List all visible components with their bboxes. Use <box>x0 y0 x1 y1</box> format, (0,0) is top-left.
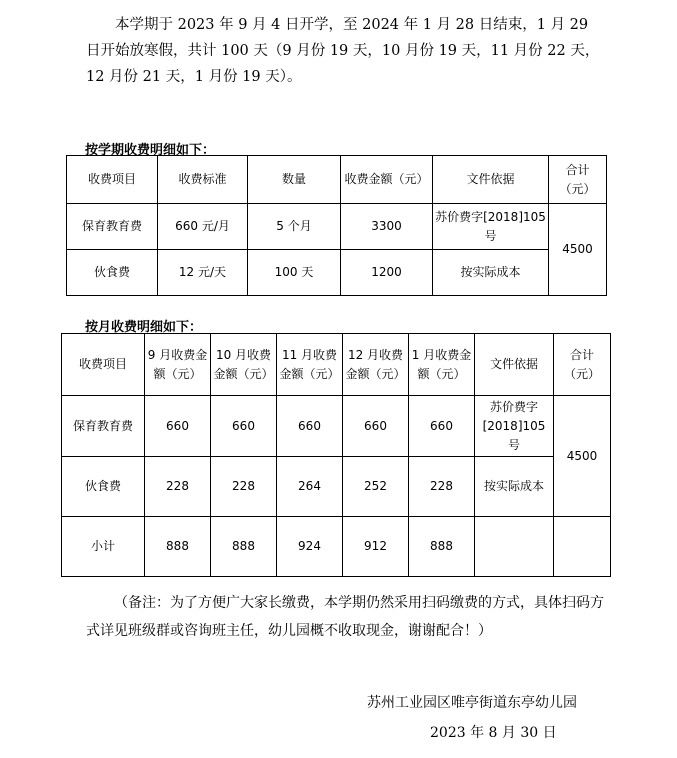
note-text: （备注：为了方便广大家长缴费，本学期仍然采用扫码缴费的方式，具体扫码方式详见班级群或咨询班主任，幼儿园概不收取现金，谢谢配合！） <box>86 595 604 639</box>
table-row <box>62 396 611 457</box>
table-row <box>67 204 607 250</box>
month-cell: 888 <box>145 517 211 577</box>
item-cell: 伙食费 <box>62 457 145 517</box>
total-cell: 4500 <box>554 396 611 517</box>
header-cell: 收费项目 <box>62 334 145 396</box>
header-cell: 文件依据 <box>475 334 554 396</box>
header-cell: 11 月收费金额（元） <box>277 334 343 396</box>
standard-cell: 660 元/月 <box>158 204 248 250</box>
month-cell: 228 <box>409 457 475 517</box>
monthly-fee-table <box>61 333 611 577</box>
month-cell: 660 <box>145 396 211 457</box>
header-cell: 10 月收费金额（元） <box>211 334 277 396</box>
month-cell: 660 <box>343 396 409 457</box>
intro-paragraph <box>86 12 606 90</box>
intro-text: 本学期于 2023 年 9 月 4 日开学，至 2024 年 1 月 28 日结束，1 月 29 日开始放寒假，共计 100 天（9 月份 19 天，10 月份 19 天，11 月份 22 天，12 月份 21 天，1 月份 19 天）。 <box>86 17 600 85</box>
month-cell: 912 <box>343 517 409 577</box>
item-cell: 伙食费 <box>67 250 158 296</box>
month-cell: 660 <box>277 396 343 457</box>
monthly-fee-heading: 按月收费明细如下： <box>85 320 203 335</box>
amount-cell: 3300 <box>341 204 433 250</box>
header-cell: 收费项目 <box>67 156 158 204</box>
standard-cell: 12 元/天 <box>158 250 248 296</box>
table-header-row <box>62 334 611 396</box>
header-cell: 收费标准 <box>158 156 248 204</box>
item-cell: 保育教育费 <box>62 396 145 457</box>
item-cell: 小计 <box>62 517 145 577</box>
signature-organization: 苏州工业园区唯亭街道东亭幼儿园 <box>367 695 577 711</box>
semester-fee-table <box>66 155 607 296</box>
header-cell: 1 月收费金额（元） <box>409 334 475 396</box>
basis-cell: 按实际成本 <box>475 457 554 517</box>
basis-cell <box>475 517 554 577</box>
signature-date: 2023 年 8 月 30 日 <box>430 725 557 741</box>
month-cell: 252 <box>343 457 409 517</box>
month-cell: 660 <box>409 396 475 457</box>
table-row <box>67 250 607 296</box>
month-cell: 228 <box>211 457 277 517</box>
note-paragraph <box>86 589 606 645</box>
month-cell: 888 <box>211 517 277 577</box>
header-cell: 数量 <box>248 156 341 204</box>
month-cell: 264 <box>277 457 343 517</box>
month-cell: 924 <box>277 517 343 577</box>
month-cell: 888 <box>409 517 475 577</box>
header-cell: 9 月收费金额（元） <box>145 334 211 396</box>
header-cell: 合计（元） <box>554 334 611 396</box>
table-header-row <box>67 156 607 204</box>
empty-cell <box>554 517 611 577</box>
header-cell: 合计（元） <box>549 156 607 204</box>
total-cell: 4500 <box>549 204 607 296</box>
basis-cell: 苏价费字[2018]105 号 <box>433 204 549 250</box>
header-cell: 收费金额（元） <box>341 156 433 204</box>
subtotal-row <box>62 517 611 577</box>
semester-fee-heading: 按学期收费明细如下： <box>85 143 216 158</box>
amount-cell: 1200 <box>341 250 433 296</box>
header-cell: 12 月收费金额（元） <box>343 334 409 396</box>
quantity-cell: 5 个月 <box>248 204 341 250</box>
basis-cell: 苏价费字[2018]105 号 <box>475 396 554 457</box>
quantity-cell: 100 天 <box>248 250 341 296</box>
basis-cell: 按实际成本 <box>433 250 549 296</box>
header-cell: 文件依据 <box>433 156 549 204</box>
month-cell: 228 <box>145 457 211 517</box>
month-cell: 660 <box>211 396 277 457</box>
item-cell: 保育教育费 <box>67 204 158 250</box>
table-row <box>62 457 611 517</box>
